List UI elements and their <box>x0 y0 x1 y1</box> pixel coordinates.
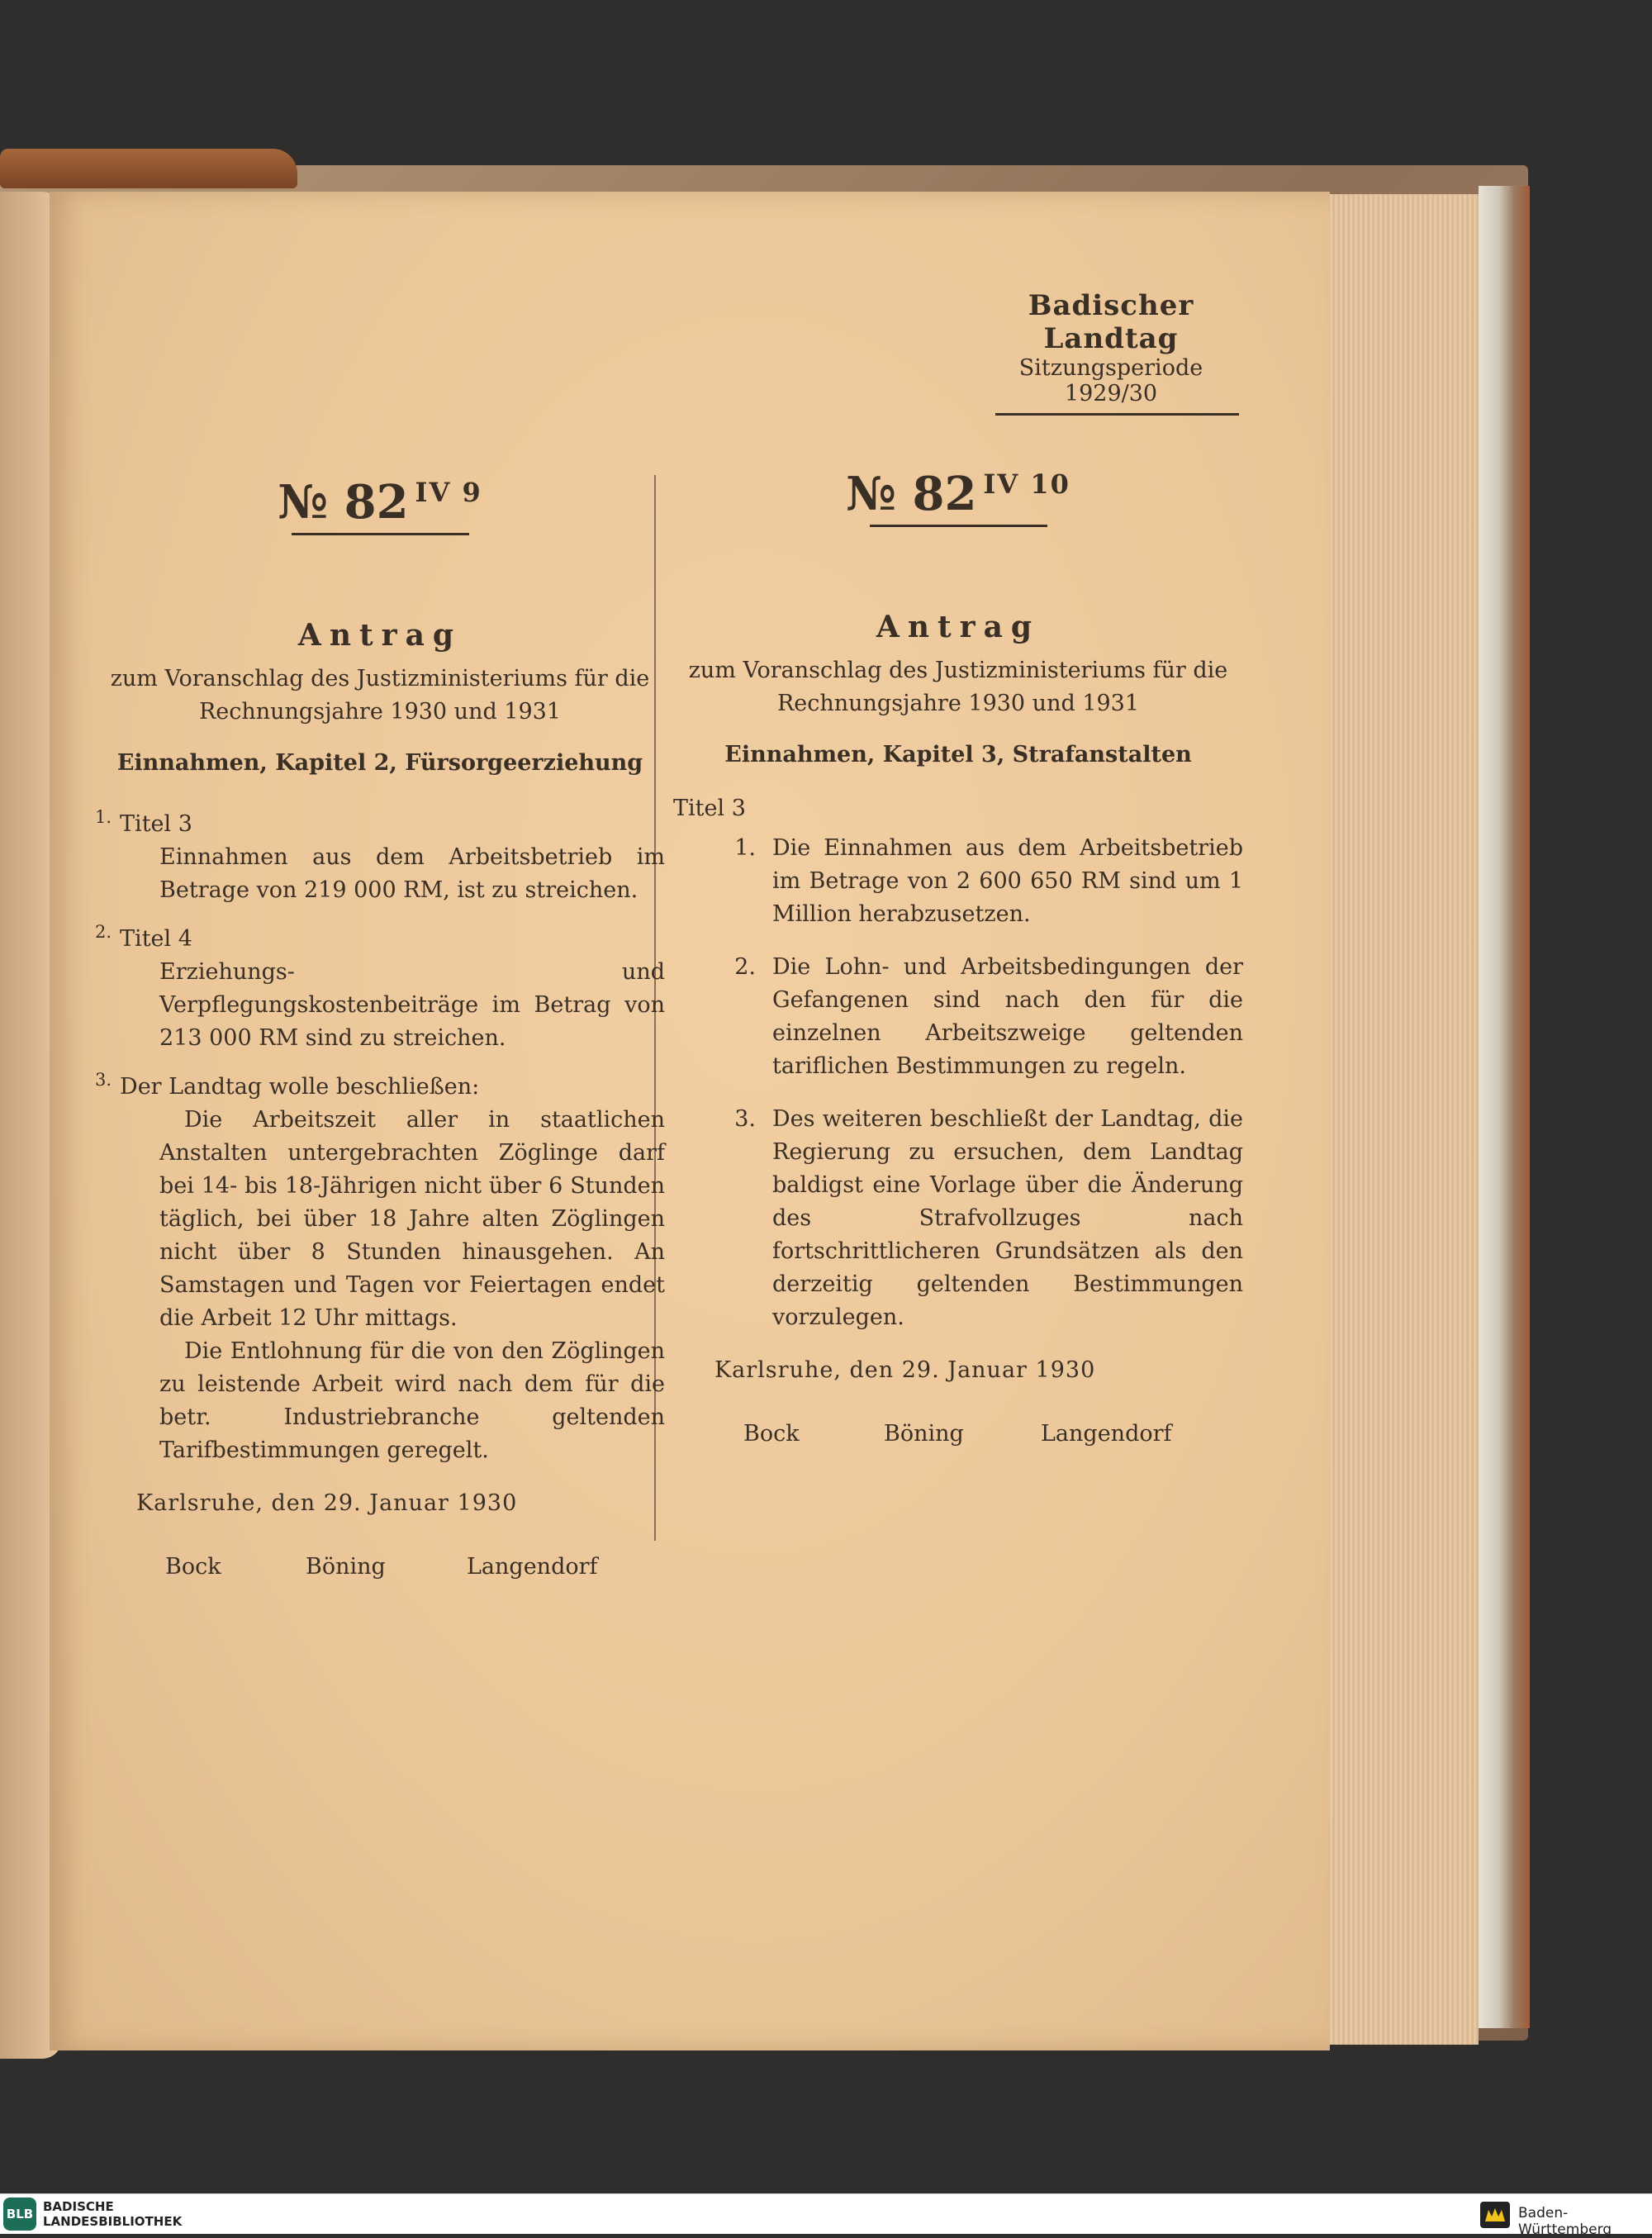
bw-lions-icon[interactable] <box>1479 2200 1512 2230</box>
document-number <box>95 475 665 535</box>
number-label: № 82 <box>278 475 409 530</box>
list-item <box>673 951 1243 1083</box>
blb-name[interactable] <box>43 2199 182 2229</box>
number-label: № 82 <box>846 467 977 521</box>
item-title: Titel 4 <box>120 926 192 952</box>
signer-name: Böning <box>884 1421 964 1447</box>
item-number: 2. <box>734 954 756 980</box>
blb-name-line: LANDESBIBLIOTHEK <box>43 2214 183 2229</box>
item-heading <box>95 915 665 956</box>
subtitle-line: zum Voranschlag des Justizministeriums für die <box>110 666 650 691</box>
bw-label[interactable]: Baden-Württemberg <box>1518 2205 1612 2238</box>
item-text: Einnahmen aus dem Arbeitsbetrieb im Betrage von 219 000 RM, ist zu streichen. <box>159 844 665 903</box>
page-block <box>1320 194 1479 2045</box>
item-text: Des weiteren beschließt der Landtag, die Regierung zu ersuchen, dem Landtag baldigst eine Vorlage über die Änderung des Strafvollzuges nach fortschrittlicheren Grundsätzen als den derzeitig geltenden Bestimmungen vorzulegen. <box>772 1106 1243 1330</box>
number-superscript: IV 9 <box>415 477 482 509</box>
list-item <box>673 1103 1243 1334</box>
place-date: Karlsruhe, den 29. Januar 1930 <box>136 1490 518 1516</box>
item-title: Der Landtag wolle beschließen: <box>120 1074 480 1100</box>
header-years: 1929/30 <box>1064 381 1158 406</box>
signer-name: Bock <box>165 1554 221 1580</box>
item-heading <box>95 801 665 841</box>
signer-name: Böning <box>306 1554 386 1580</box>
subtitle-line: Rechnungsjahre 1930 und 1931 <box>776 691 1140 716</box>
item-heading <box>95 1063 665 1104</box>
left-column <box>95 475 665 1580</box>
subtitle-line: Rechnungsjahre 1930 und 1931 <box>198 699 562 725</box>
signer-name: Langendorf <box>1041 1421 1172 1447</box>
antrag-title: Antrag <box>297 618 463 653</box>
antrag-subtitle <box>673 654 1243 720</box>
section-heading: Einnahmen, Kapitel 2, Fürsorgeerziehung <box>116 750 643 776</box>
subtitle-line: zum Voranschlag des Justizministeriums für die <box>688 658 1228 683</box>
titel-heading: Titel 3 <box>673 796 746 821</box>
signer-name: Langendorf <box>467 1554 598 1580</box>
section-heading: Einnahmen, Kapitel 3, Strafanstalten <box>724 742 1192 767</box>
list-item <box>673 832 1243 931</box>
item-number: 3. <box>95 1070 112 1090</box>
page-header <box>975 289 1247 416</box>
header-rule <box>995 413 1239 416</box>
place-date: Karlsruhe, den 29. Januar 1930 <box>714 1357 1096 1383</box>
signer-name: Bock <box>743 1421 800 1447</box>
cover-edge <box>1479 186 1530 2028</box>
header-session: Sitzungsperiode <box>1018 355 1203 381</box>
blb-name-line: BADISCHE <box>43 2199 114 2214</box>
item-text: Die Lohn- und Arbeitsbedingungen der Gefangenen sind nach den für die einzelnen Arbeitszweige geltenden tariflichen Bestimmungen zu regeln. <box>772 954 1243 1079</box>
viewer-footer <box>0 2193 1652 2234</box>
item-text: Die Entlohnung für die von den Zöglingen zu leistende Arbeit wird nach dem für die betr. Industriebranche geltenden Tarifbestimmungen geregelt. <box>159 1338 665 1463</box>
document-number <box>673 467 1243 527</box>
right-column <box>673 467 1243 1447</box>
item-number: 2. <box>95 922 112 942</box>
item-text: Die Einnahmen aus dem Arbeitsbetrieb im Betrage von 2 600 650 RM sind um 1 Million herabzusetzen. <box>772 835 1243 927</box>
item-number: 1. <box>734 835 756 861</box>
item-text: Erziehungs- und Verpflegungskostenbeiträge im Betrag von 213 000 RM sind zu streichen. <box>159 959 665 1051</box>
item-number: 3. <box>734 1106 756 1132</box>
header-title: Badischer Landtag <box>1028 289 1194 355</box>
item-number: 1. <box>95 807 112 827</box>
signatories <box>95 1554 665 1580</box>
signatories <box>673 1421 1243 1447</box>
number-underline <box>870 525 1047 527</box>
number-superscript: IV 10 <box>983 468 1070 501</box>
item-title: Titel 3 <box>120 811 192 837</box>
blb-logo-icon[interactable]: BLB <box>3 2198 36 2231</box>
number-underline <box>292 533 469 535</box>
antrag-subtitle <box>95 663 665 729</box>
item-text: Die Arbeitszeit aller in staatlichen Anstalten untergebrachten Zöglinge darf bei 14- bis 18-Jährigen nicht über 6 Stunden täglich, bei über 18 Jahre alten Zöglingen nicht über 8 Stunden hinausgehen. An Samstagen und Tagen vor Feiertagen endet die Arbeit 12 Uhr mittags. <box>159 1107 665 1331</box>
antrag-title: Antrag <box>876 610 1041 644</box>
book-spine <box>0 149 297 188</box>
